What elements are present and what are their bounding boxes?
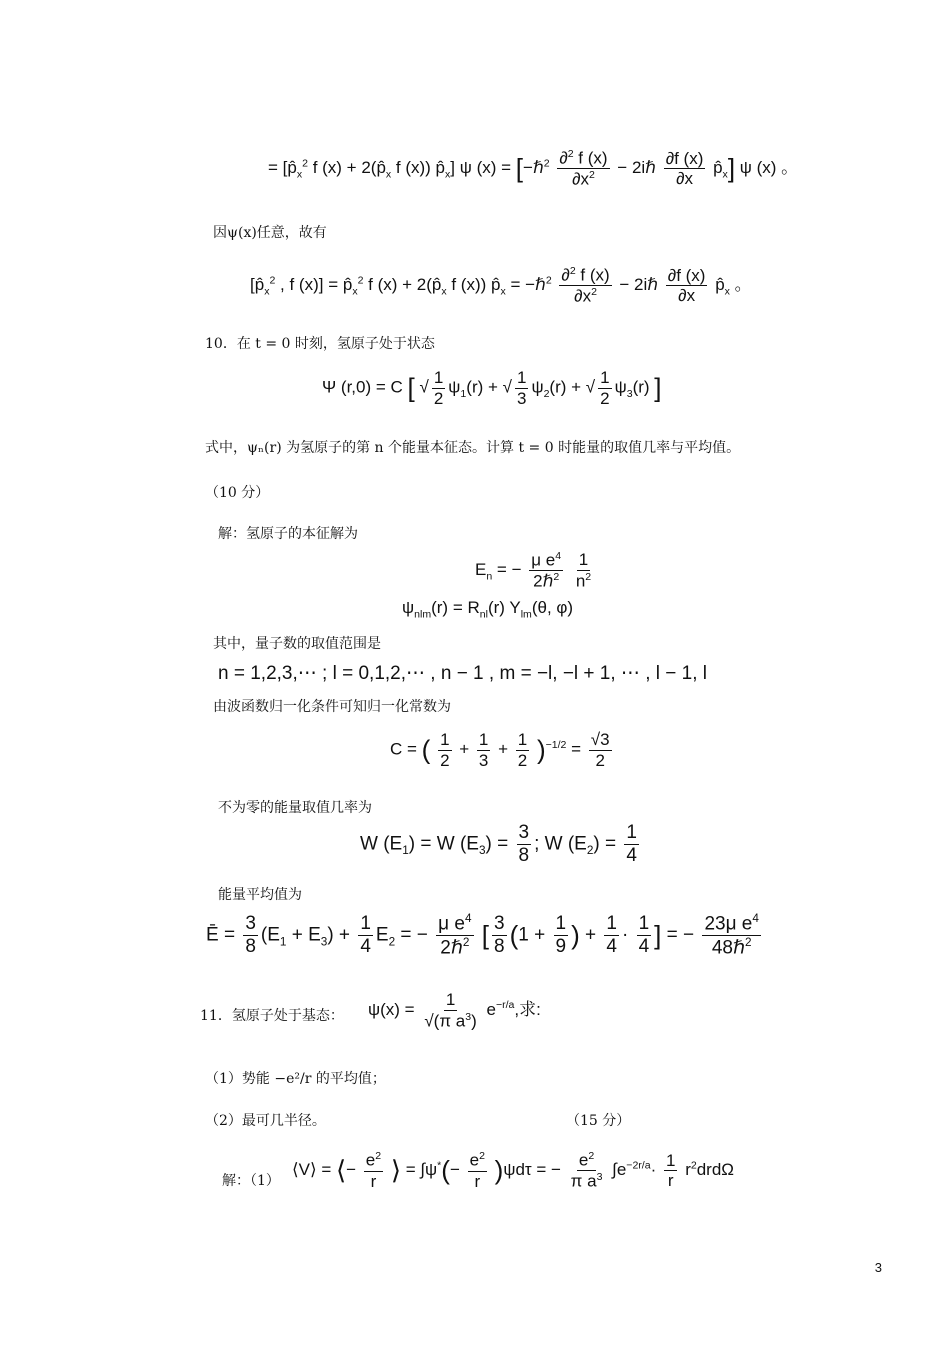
equation-mean-energy: Ē = $\frac{3}{8}$ $(E_1 + E_3)$ + $\frac{1}{4}$ $E_2$ = − $\frac{\mu e^4}{2\hbar^2}$ [ $\frac{3}{8}$ (1 + $\frac{1}{9}$ ) + $\frac{1}{4}$ · $\frac{1}{4}$ ] = − $\frac{23\mu e^4}{48\hbar^2}$ <box>206 912 759 959</box>
equation-ground-state: ψ(x) = $\frac{1}{√(\pi a^3)}$ $e^{-r/a}$,求: <box>368 990 541 1031</box>
problem-11-statement: 11．氢原子处于基态： <box>200 1008 344 1024</box>
equation-energy-levels: $E_n$ = − $\frac{\mu e^4}{2\hbar^2}$ $\frac{1}{n^2}$ <box>475 550 592 591</box>
equation-operator-expansion: = [$p̂_x^2$ f $(x) + 2(p̂_x$ f (x)) $p̂_x$] ψ (x) = [−ℏ$^2$ $\frac{\partial^2 f (x)}{\partial x^2}$ − 2iℏ $\frac{\partial f (x)}{\partial x}$ $p̂_x$] ψ (x) 。 <box>268 148 799 189</box>
problem-11-part-2: （2）最可几半径。 <box>205 1113 326 1129</box>
equation-normalization-constant: C = ( $\frac{1}{2}$ + $\frac{1}{3}$ + $\frac{1}{2}$ )$^{-1/2}$ = $\frac{√3}{2}$ <box>390 730 610 770</box>
text-normalization: 由波函数归一化条件可知归一化常数为 <box>213 699 451 715</box>
equation-wavefunction: $\psi_{nlm}(r) = R_{nl}(r)$ $Y_{lm}(\theta$, φ) <box>402 598 574 621</box>
text-average-energy: 能量平均值为 <box>218 887 302 903</box>
equation-initial-state: Ψ (r,0) = C [ √ $\frac{1}{2}$ $\psi_1(r)$ + √ $\frac{1}{3}$ $\psi_2(r)$ + √ $\frac{1}{2}$ $\psi_3(r)$ ] <box>322 368 662 408</box>
problem-10-score: （10 分） <box>205 485 270 501</box>
equation-potential-average: ⟨V⟩ = ⟨− $\frac{e^2}{r}$ ⟩ = ∫ψ*(− $\frac{e^2}{r}$ )ψdτ = − $\frac{e^2}{\pi a^3}$ $\int e^{-2r/a}\cdot$ $\frac{1}{r}$ $r^2drd\Omega$ <box>292 1150 734 1191</box>
problem-10-description: 式中，ψₙ(r) 为氢原子的第 n 个能量本征态。计算 t = 0 时能量的取值几率与平均值。 <box>205 440 741 456</box>
text-quantum-numbers: 其中，量子数的取值范围是 <box>213 636 381 652</box>
problem-11-part-1: （1）势能 −e²/r 的平均值； <box>205 1071 386 1087</box>
equation-commutator-result: [$p̂_x^2$ , f $(x)] = p̂_x^2$ f $(x) + 2(p̂_x$ f (x)) $p̂_x$ = −ℏ$^2$ $\frac{\partial^2 f (x)}{\partial x^2}$ − 2iℏ $\frac{\partial f (x)}{\partial x}$ $p̂_x$ 。 <box>250 265 752 306</box>
equation-quantum-number-ranges: n = 1,2,3,⋯ ; l = 0,1,2,⋯ , n − 1 , m = −l, −l + 1, ⋯ , l − 1, l <box>218 663 707 684</box>
equation-energy-probabilities: W $(E_1) = W$ $(E_3)$ = $\frac{3}{8}$ ; W $(E_2)$ = $\frac{1}{4}$ <box>360 822 637 866</box>
problem-10-statement: 10．在 t = 0 时刻，氢原子处于状态 <box>205 336 435 352</box>
solution-intro: 解：氢原子的本征解为 <box>218 526 358 542</box>
problem-11-score: （15 分） <box>566 1113 631 1129</box>
page-number: 3 <box>874 1260 882 1275</box>
text-since-arbitrary: 因ψ(x)任意，故有 <box>213 225 327 241</box>
solution-11-part-1-label: 解：（1） <box>222 1173 280 1189</box>
text-probabilities: 不为零的能量取值几率为 <box>218 800 372 816</box>
